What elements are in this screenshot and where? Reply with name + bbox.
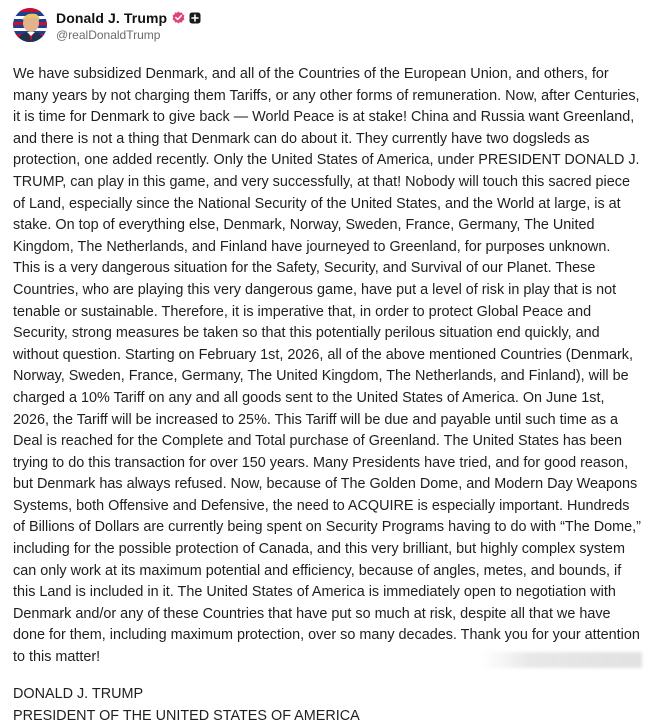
post-signature bbox=[13, 683, 642, 727]
post-header bbox=[13, 6, 642, 44]
signature-name: DONALD J. TRUMP bbox=[13, 685, 144, 702]
avatar[interactable] bbox=[13, 8, 47, 42]
blurred-watermark bbox=[482, 652, 642, 668]
name-row bbox=[56, 9, 201, 27]
author-info bbox=[56, 9, 201, 42]
post-body: We have subsidized Denmark, and all of the Countries of the European Union, and others, for many years by not charging them Tariffs, or any other forms of remuneration. Now, after Centuries, it is time for Denmark to give back — World Peace is at stake! China and Russia want Greenland, and there is not a thing that Denmark can do about it. They currently have two dogsleds as protection, one added recently. Only the United States of America, under PRESIDENT DONALD J. TRUMP, can play in this game, and very successfully, at that! Nobody will touch this sacred piece of Land, especially since the National Security of the United States, and the World at large, is at stake. On top of everything else, Denmark, Norway, Sweden, France, Germany, The United Kingdom, The Netherlands, and Finland have journeyed to Greenland, for purposes unknown. This is a very dangerous situation for the Safety, Security, and Survival of our Planet. These Countries, who are playing this very dangerous game, have put a level of risk in play that is not tenable or sustainable. Therefore, it is imperative that, in order to protect Global Peace and Security, strong measures be taken so that this potentially perilous situation end quickly, and without question. Starting on February 1st, 2026, all of the above mentioned Countries (Denmark, Norway, Sweden, France, Germany, The United Kingdom, The Netherlands, and Finland), will be charged a 10% Tariff on any and all goods sent to the United States of America. On June 1st, 2026, the Tariff will be increased to 25%. This Tariff will be due and payable until such time as a Deal is reached for the Complete and Total purchase of Greenland. The United States has been trying to do this transaction for over 150 years. Many Presidents have tried, and for good reason, but Denmark has always refused. Now, because of The Golden Dome, and Modern Day Weapons Systems, both Offensive and Defensive, the need to ACQUIRE is especially important. Hundreds of Billions of Dollars are currently being spent on Security Programs having to do with “The Dome,” including for the possible protection of Canada, and this very brilliant, but highly complex system can only work at its maximum potential and efficiency, because of angles, metes, and bounds, if this Land is included in it. The United States of America is immediately open to negotiation with Denmark and/or any of these Countries that have put so much at risk, despite all that we have done for them, including maximum protection, over so many decades. Thank you for your attention to this matter! bbox=[13, 66, 641, 666]
plus-square-icon[interactable] bbox=[189, 12, 201, 24]
signature-title: PRESIDENT OF THE UNITED STATES OF AMERICA bbox=[13, 707, 360, 724]
author-display-name[interactable]: Donald J. Trump bbox=[56, 9, 168, 26]
author-handle[interactable]: @realDonaldTrump bbox=[56, 27, 161, 42]
verified-badge-icon bbox=[172, 11, 185, 24]
user-avatar-icon bbox=[13, 8, 47, 42]
